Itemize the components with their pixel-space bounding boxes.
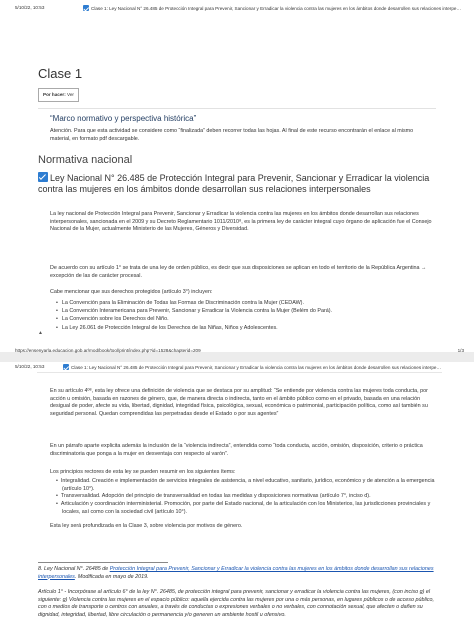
list-item: • La Convención Interamericana para Prevenir, Sancionar y Erradicar la Violencia contra la Mujer (Belém do Pará). xyxy=(56,307,436,315)
paragraph: Cabe mencionar que sus derechos protegidos (artículo 3°) incluyen: xyxy=(50,289,213,295)
page-number: 1/3 xyxy=(457,348,464,353)
list-item: • La Ley 26.061 de Protección Integral de los Derechos de las Niñas, Niños y Adolescentes. xyxy=(56,324,436,332)
print-url: https://ensenyarla.educacion.gob.ar/mod/book/tool/print/index.php?id=1528&chapterid=209 xyxy=(15,348,201,353)
paragraph: La ley nacional de Protección Integral para Prevenir, Sancionar y Erradicar la violencia contra las mujeres en los ámbitos donde desarrollan sus relaciones interpersonales, sancionada en el 2009 y su Decreto Reglamentario 1011/2010⁸, es la primera ley de carácter integral cuyo órgano de aplicación fue el Consejo Nacional de la Mujer, actualmente Ministerio de las Mujeres, Géneros y Diversidad. xyxy=(50,211,432,233)
checkbox-icon xyxy=(38,172,48,182)
paragraph: De acuerdo con su artículo 1° se trata de una ley de orden público, es decir que sus disposiciones se aplican en todo el territorio de la República Argentina → excepción de las de carácter procesal. xyxy=(50,265,427,279)
divider xyxy=(38,108,436,109)
print-header xyxy=(15,0,464,12)
footnote-prefix: 8. Ley Nacional N°. 26485 de xyxy=(38,566,109,572)
footnote-suffix: . Modificada en mayo de 2019. xyxy=(74,573,149,580)
divider xyxy=(37,372,442,373)
print-title-text: Clase 1: Ley Nacional N° 26.485 de Protección Integral para Prevenir, Sancionar y Erradicar la violencia contra las mujeres en los ámbitos donde desarrollen sus relaciones interpe… xyxy=(71,365,442,370)
derechos-list xyxy=(56,299,436,332)
normativa-heading: Normativa nacional xyxy=(38,154,133,166)
paragraph: En un párrafo aparte explicita además la inclusión de la “violencia indirecta”, entendida como “toda conducta, acción, omisión, disposición, criterio o práctica discriminatoria que ponga a la mujer en desventaja con respecto al varón”. xyxy=(50,443,423,457)
print-date: 5/10/22, 10:53 xyxy=(15,5,45,10)
paragraph: En su artículo 4º⁸, esta ley ofrece una definición de violencia que se destaca por su amplitud: “Se entiende por violencia contra las mujeres toda conducta, por acción u omisión, basada en razones de género, que, de manera directa o indirecta, tanto en el ámbito público como en el privado, basada en una relación desigual de poder, afecte su vida, libertad, dignidad, integridad física, psicológica, sexual, económica o patrimonial, participación política, como así también su seguridad personal. Quedan comprendidas las perpetradas desde el Estado o por sus agentes” xyxy=(50,388,428,418)
print-title xyxy=(83,5,464,11)
list-item: • Transversalidad. Adopción del principio de transversalidad en todas las medidas y disposiciones normativas (artículo 7°, inciso d). xyxy=(56,493,440,501)
law-link[interactable]: Protección Integral para Prevenir, Sancionar y Erradicar la violencia contra las mujeres en los ámbitos donde desarrollan sus relaciones interpersonales xyxy=(38,566,434,580)
list-item: • La Convención sobre los Derechos del Niño. xyxy=(56,315,436,323)
footnote-divider xyxy=(38,562,168,563)
paragraph: Esta ley será profundizada en la Clase 3, sobre violencia por motivos de género. xyxy=(50,523,243,529)
paragraph: Los principios rectores de esta ley se pueden resumir en los siguientes ítems: xyxy=(50,469,236,475)
footnote xyxy=(38,566,438,581)
checkbox-icon xyxy=(83,5,89,11)
footnote-article: Artículo 1° - Incorpórase al artículo 6° de la ley N°. 26485, de protección integral para prevenir, sancionar y erradicar la violencia contra las mujeres, (con inciso g) el siguiente: g) Violencia contra las mujeres en el espacio público: aquella ejercida contra las mujeres por una o más personas, en lugares públicos o de acceso público, con o medios de transporte o centros con anuales, a través de conductas o expresiones verbales o no verbales, con connotación sexual, que afecten o dañen su dignidad, integridad, libertad, libre circulación o permanencia y/o generen un ambiente hostil u ofensivo. xyxy=(38,589,435,618)
law-title-text: Ley Nacional N° 26.485 de Protección Integral para Prevenir, Sancionar y Erradicar la violencia contra las mujeres en los ámbitos donde desarrollan sus relaciones interpersonales xyxy=(38,173,430,194)
law-title xyxy=(38,172,438,195)
list-item: • Articulación y coordinación interministerial. Promoción, por parte del Estado nacional, de la articulación con los Ministerios, las jurisdicciones provinciales y locales, así como con la sociedad civil (artículo 10°). xyxy=(56,501,440,516)
por-hacer-label: Por hacer: xyxy=(43,92,66,97)
print-title-text: Clase 1: Ley Nacional N° 26.485 de Protección Integral para Prevenir, Sancionar y Erradicar la violencia contra las mujeres en los ámbitos donde desarrollen sus relaciones interpe… xyxy=(91,6,462,11)
section-heading: “Marco normativo y perspectiva histórica” xyxy=(50,114,197,123)
triangle-icon: ▲ xyxy=(38,330,43,336)
print-title xyxy=(63,364,468,370)
por-hacer-button[interactable] xyxy=(38,88,79,102)
page-title: Clase 1 xyxy=(38,66,83,81)
attention-note: Atención. Para que esta actividad se considere como “finalizada” deben recorrer todas las hojas. Al final de este recurso encontrarán el enlace al mismo material, en formato pdf descargable. xyxy=(50,128,414,142)
por-hacer-value: Ver xyxy=(67,92,74,97)
print-date: 5/10/22, 10:53 xyxy=(15,364,45,369)
list-item: • La Convención para la Eliminación de Todas las Formas de Discriminación contra la Mujer (CEDAW). xyxy=(56,299,436,307)
list-item: • Integralidad. Creación e implementación de servicios integrales de asistencia, a nivel educativo, sanitario, jurídico, económico y de atención a la emergencia (artículo 10°). xyxy=(56,478,440,493)
principios-list xyxy=(56,478,440,517)
print-header-2 xyxy=(15,362,464,376)
checkbox-icon xyxy=(63,364,69,370)
page-separator xyxy=(0,352,474,362)
